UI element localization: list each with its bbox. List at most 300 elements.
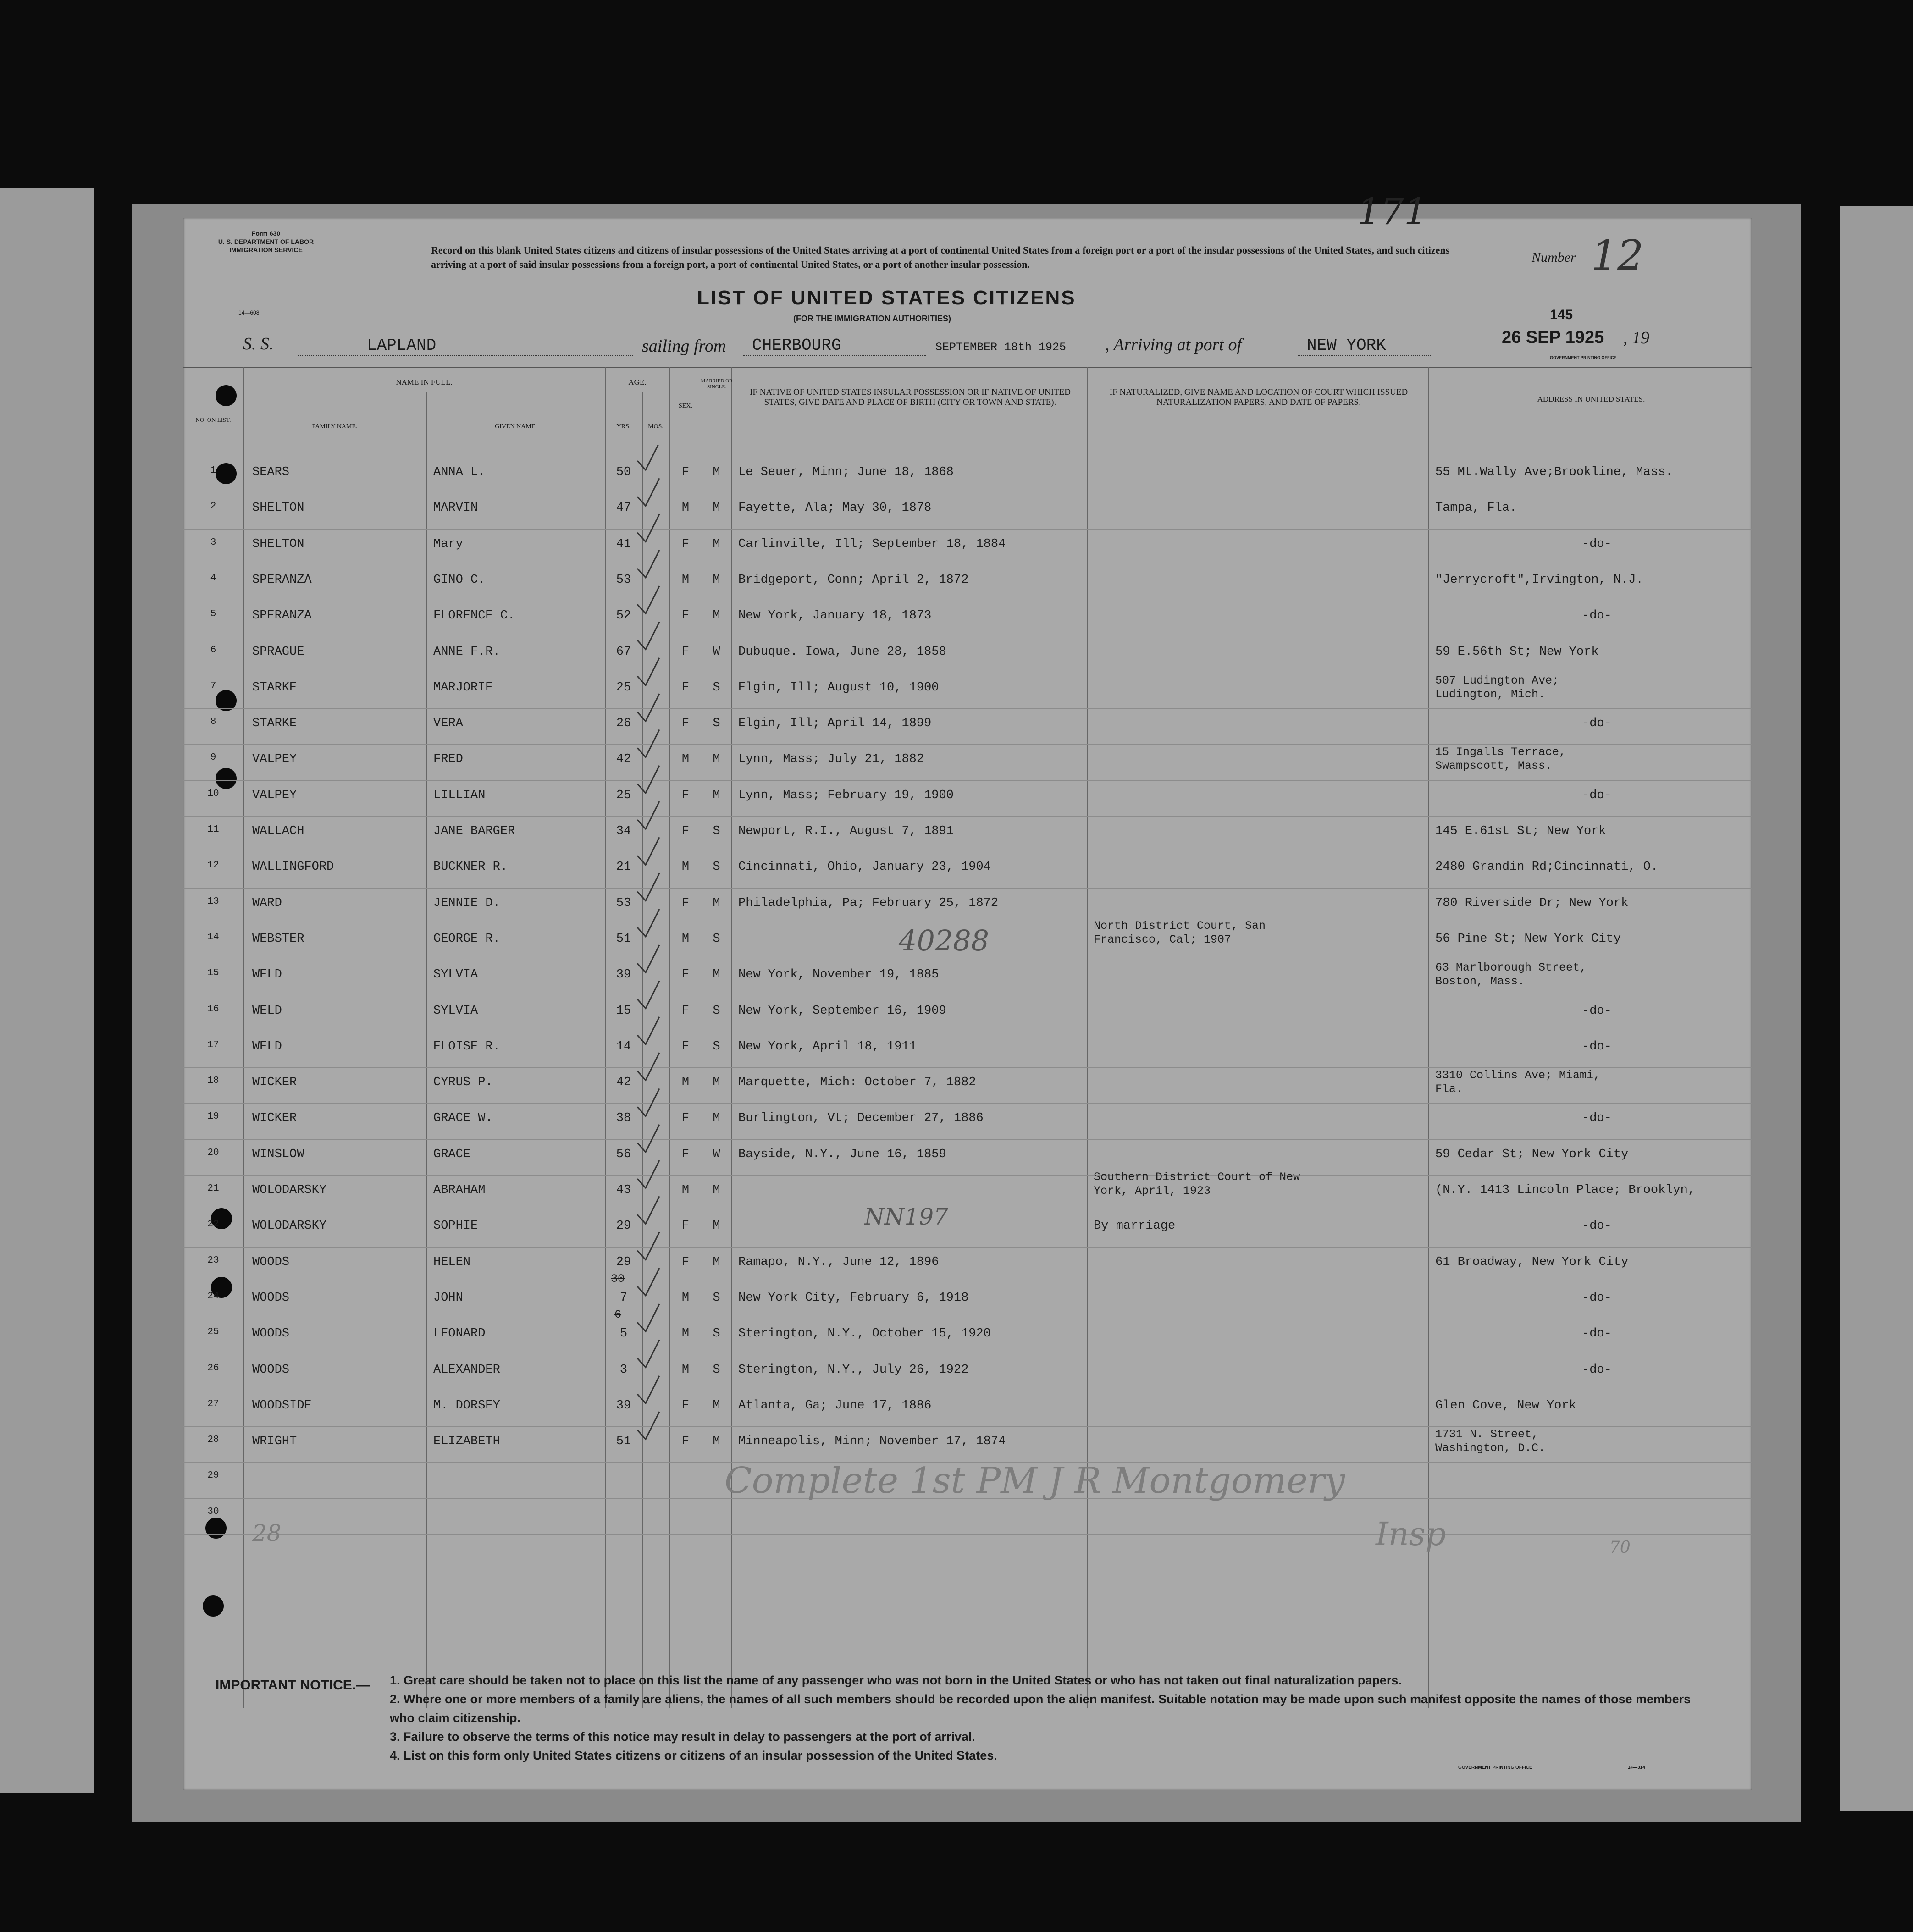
cell-birth: Ramapo, N.Y., June 12, 1896 [738,1255,939,1269]
handwritten-mark: NN197 [864,1203,948,1230]
cell-given: VERA [433,717,463,731]
struck-age: 6 [614,1308,622,1321]
cell-birth: Dubuque. Iowa, June 28, 1858 [738,645,946,659]
cell-family: WOODS [252,1363,290,1377]
arrival-date-stamp: 26 SEP 1925 [1502,328,1604,347]
cell-n: 11 [207,824,219,835]
cell-given: JENNIE D. [433,896,500,910]
cell-given: LILLIAN [433,788,486,802]
row-rule [183,1103,1752,1104]
cell-n: 6 [210,645,216,656]
printing-office: GOVERNMENT PRINTING OFFICE [1458,1765,1532,1770]
cell-n: 17 [207,1039,219,1050]
notice-item: 1. Great care should be taken not to place on this list the name of any passenger who was not born in the United States or who has not taken out final naturalization papers. [390,1673,1402,1687]
checkmark [637,1232,659,1260]
cell-given: ELOISE R. [433,1039,500,1054]
cell-addr: -do- [1582,1004,1612,1018]
checkmark [637,445,659,470]
handwritten-number: 40288 [899,924,990,957]
cell-given: BUCKNER R. [433,860,508,874]
header-years: YRS. [616,423,631,430]
cell-given: GINO C. [433,573,486,587]
cell-sex: F [681,788,690,802]
cell-ms: S [713,1291,720,1305]
cell-n: 10 [207,788,219,799]
cell-addr: 145 E.61st St; New York [1435,824,1606,838]
cell-family: WARD [252,896,282,910]
cell-sex: M [681,501,690,515]
cell-addr: 56 Pine St; New York City [1435,932,1621,946]
cell-ms: M [713,537,720,551]
cell-family: WOODS [252,1255,290,1269]
cell-sex: F [681,1435,690,1449]
department-name: U. S. DEPARTMENT OF LABOR [218,238,314,245]
cell-ms: M [713,1255,720,1269]
checkmark [637,1196,659,1224]
cell-n: 13 [207,896,219,907]
cell-age: 47 [616,501,631,515]
service-name: IMMIGRATION SERVICE [229,246,303,254]
cell-n: 8 [210,717,216,728]
cell-age: 21 [616,860,631,874]
cell-birth: Lynn, Mass; February 19, 1900 [738,788,954,802]
arriving-label: , Arriving at port of [1105,335,1242,354]
cell-given: MARJORIE [433,680,493,695]
cell-n: 15 [207,968,219,979]
cell-n: 25 [207,1327,219,1338]
row-rule [183,780,1752,781]
header-naturalized: IF NATURALIZED, GIVE NAME AND LOCATION OF COURT WHICH ISSUED NATURALIZATION PAPERS, AND DATE OF PAPERS. [1109,387,1408,407]
cell-addr: -do- [1582,1219,1612,1233]
checkmarks [605,445,743,1683]
cell-age: 3 [619,1363,628,1377]
ss-label: S. S. [243,334,274,353]
passenger-table [183,218,1752,1790]
checkmark [637,1053,659,1080]
checkmark [637,586,659,613]
cell-addr: -do- [1582,609,1612,623]
row-rule [183,529,1752,530]
cell-sex: M [681,1291,690,1305]
port-from: CHERBOURG [743,336,926,356]
checkmark [637,1017,659,1044]
cell-birth: Bayside, N.Y., June 16, 1859 [738,1147,946,1161]
stamp-number: 145 [1550,307,1573,322]
cell-age: 52 [616,609,631,623]
checkmark [637,1125,659,1152]
cell-sex: M [681,932,690,946]
cell-ms: M [713,1183,720,1197]
handwritten-count: 28 [252,1520,282,1546]
cell-family: SPERANZA [252,573,312,587]
page-subtitle: (FOR THE IMMIGRATION AUTHORITIES) [793,314,951,323]
cell-age: 41 [616,537,631,551]
cell-n: 2 [210,501,216,512]
cell-addr: 15 Ingalls Terrace, Swampscott, Mass. [1435,745,1566,773]
cell-birth: Carlinville, Ill; September 18, 1884 [738,537,1006,551]
cell-n: 5 [210,609,216,620]
cell-sex: F [681,1039,690,1054]
cell-family: WOLODARSKY [252,1183,327,1197]
cell-age: 7 [619,1291,628,1305]
cell-n: 23 [207,1255,219,1266]
cell-n: 29 [207,1470,219,1481]
cell-given: ANNE F.R. [433,645,500,659]
cell-given: ABRAHAM [433,1183,486,1197]
checkmark [637,873,659,901]
checkmark [637,1412,659,1439]
header-sex: SEX. [679,403,692,409]
cell-ms: M [713,1398,720,1413]
cell-addr: 3310 Collins Ave; Miami, Fla. [1435,1069,1601,1096]
checkmark [637,1160,659,1188]
cell-ms: S [713,860,720,874]
cell-birth: Cincinnati, Ohio, January 23, 1904 [738,860,991,874]
cell-age: 14 [616,1039,631,1054]
cell-addr: 55 Mt.Wally Ave;Brookline, Mass. [1435,465,1673,479]
cell-birth: Sterington, N.Y., July 26, 1922 [738,1363,969,1377]
cell-given: GEORGE R. [433,932,500,946]
cell-family: WELD [252,1004,282,1018]
row-rule [183,1139,1752,1140]
cell-birth: Minneapolis, Minn; November 17, 1874 [738,1435,1006,1449]
notice-label: IMPORTANT NOTICE.— [216,1678,370,1693]
cell-n: 22 [207,1219,219,1230]
cell-birth: Burlington, Vt; December 27, 1886 [738,1111,984,1126]
notice-list [390,1671,1710,1765]
cell-family: VALPEY [252,788,297,802]
cell-n: 9 [210,752,216,763]
cell-given: ALEXANDER [433,1363,500,1377]
cell-n: 28 [207,1435,219,1446]
cell-addr: -do- [1582,1291,1612,1305]
cell-ms: M [713,1219,720,1233]
page-mark: 171 [1357,190,1427,233]
cell-sex: F [681,537,690,551]
adjacent-page-right [1840,206,1913,1811]
cell-addr: 61 Broadway, New York City [1435,1255,1629,1269]
cell-n: 30 [207,1506,219,1517]
checkmark [637,550,659,578]
cell-age: 53 [616,896,631,910]
cell-given: CYRUS P. [433,1076,493,1090]
list-number: 12 [1591,232,1644,280]
cell-family: WELD [252,1039,282,1054]
cell-sex: F [681,896,690,910]
cell-birth: Fayette, Ala; May 30, 1878 [738,501,932,515]
manifest-sheet [183,190,1752,1790]
cell-age: 39 [616,968,631,982]
cell-sex: F [681,645,690,659]
cell-sex: F [681,1004,690,1018]
checkmark [637,694,659,721]
cell-age: 67 [616,645,631,659]
cell-addr: -do- [1582,537,1612,551]
cell-sex: F [681,1111,690,1126]
checkmark [637,945,659,972]
stamp-office: GOVERNMENT PRINTING OFFICE [1550,355,1617,360]
cell-family: STARKE [252,680,297,695]
cell-addr: -do- [1582,1039,1612,1054]
form-number: Form 630 [251,230,281,237]
cell-given: JOHN [433,1291,463,1305]
page-title: LIST OF UNITED STATES CITIZENS [697,287,1076,309]
cell-ms: M [713,788,720,802]
checkmark [637,658,659,685]
cell-age: 56 [616,1147,631,1161]
cell-addr: -do- [1582,1363,1612,1377]
checkmark [637,514,659,542]
inspector-title: Insp [1376,1515,1446,1553]
cell-age: 42 [616,752,631,767]
cell-family: WINSLOW [252,1147,304,1161]
cell-age: 26 [616,717,631,731]
cell-ms: W [713,645,720,659]
cell-sex: F [681,465,690,479]
cell-addr: 1731 N. Street, Washington, D.C. [1435,1428,1546,1455]
cell-birth: New York, September 16, 1909 [738,1004,946,1018]
checkmark [637,1376,659,1403]
cell-addr: Tampa, Fla. [1435,501,1517,515]
cell-family: WALLACH [252,824,304,838]
year-label: , 19 [1623,328,1649,348]
checkmark [637,981,659,1009]
row-rule [183,1534,1752,1535]
row-rule [183,708,1752,709]
cell-birth: New York, January 18, 1873 [738,609,932,623]
cell-addr: 59 E.56th St; New York [1435,645,1599,659]
cell-n: 26 [207,1363,219,1374]
cell-sex: F [681,968,690,982]
cell-n: 20 [207,1147,219,1158]
cell-sex: M [681,1076,690,1090]
cell-n: 1 [210,465,216,476]
cell-ms: S [713,1004,720,1018]
cell-ms: M [713,968,720,982]
cell-addr: Glen Cove, New York [1435,1398,1576,1413]
cell-sex: F [681,1398,690,1413]
cell-ms: M [713,896,720,910]
cell-birth: Atlanta, Ga; June 17, 1886 [738,1398,932,1413]
checkmark [637,622,659,650]
notice-item: 4. List on this form only United States citizens or citizens of an insular possession of the United States. [390,1749,997,1762]
cell-ms: M [713,1076,720,1090]
header-no-on-list: NO. ON LIST. [195,416,231,423]
cell-addr: -do- [1582,1327,1612,1341]
cell-nat: Southern District Court of New York, April, 1923 [1094,1170,1300,1198]
ship-name: LAPLAND [298,336,633,356]
cell-addr: 2480 Grandin Rd;Cincinnati, O. [1435,860,1659,874]
cell-family: SHELTON [252,501,304,515]
port-to: NEW YORK [1298,336,1431,356]
cell-given: GRACE W. [433,1111,493,1126]
header-given-name: GIVEN NAME. [495,423,537,430]
row-rule [183,744,1752,745]
cell-birth: New York, April 18, 1911 [738,1039,917,1054]
header-married-single: MARRIED OR SINGLE. [701,378,733,390]
cell-n: 12 [207,860,219,871]
cell-n: 14 [207,932,219,943]
cell-birth: Marquette, Mich: October 7, 1882 [738,1076,976,1090]
cell-sex: M [681,1327,690,1341]
cell-given: FLORENCE C. [433,609,515,623]
cell-ms: S [713,717,720,731]
checkmark [637,1268,659,1296]
handwritten-note: 70 [1609,1538,1631,1557]
cell-birth: Lynn, Mass; July 21, 1882 [738,752,924,767]
cell-given: MARVIN [433,501,478,515]
cell-given: JANE BARGER [433,824,515,838]
cell-addr: 507 Ludington Ave; Ludington, Mich. [1435,673,1559,701]
cell-addr: "Jerrycroft",Irvington, N.J. [1435,573,1643,587]
cell-given: Mary [433,537,463,551]
header-native-birth: IF NATIVE OF UNITED STATES INSULAR POSSESSION OR IF NATIVE OF UNITED STATES, GIVE DATE AND PLACE OF BIRTH (CITY OR TOWN AND STATE). [750,387,1071,407]
form-code-bottom: 14—314 [1628,1765,1645,1770]
header-family-name: FAMILY NAME. [312,423,358,430]
cell-age: 53 [616,573,631,587]
cell-addr: 63 Marlborough Street, Boston, Mass. [1435,961,1587,988]
cell-age: 39 [616,1398,631,1413]
checkmark [637,1340,659,1368]
cell-birth: Elgin, Ill; April 14, 1899 [738,717,932,731]
cell-given: ELIZABETH [433,1435,500,1449]
cell-ms: M [713,501,720,515]
cell-birth: Philadelphia, Pa; February 25, 1872 [738,896,999,910]
cell-addr: -do- [1582,717,1612,731]
cell-ms: S [713,824,720,838]
cell-family: WALLINGFORD [252,860,334,874]
cell-family: WICKER [252,1111,297,1126]
cell-ms: M [713,573,720,587]
cell-ms: S [713,680,720,695]
cell-family: SPERANZA [252,609,312,623]
cell-family: WEBSTER [252,932,304,946]
cell-age: 34 [616,824,631,838]
cell-age: 5 [619,1327,628,1341]
checkmark [637,837,659,865]
cell-addr: (N.Y. 1413 Lincoln Place; Brooklyn, [1435,1183,1696,1197]
notice-item: 2. Where one or more members of a family are aliens, the names of all such members should be recorded upon the alien manifest. Suitable notation may be made upon such manifest opposite the names of those members who claim citizenship. [390,1692,1691,1725]
cell-ms: S [713,932,720,946]
checkmark [637,766,659,793]
cell-ms: M [713,609,720,623]
row-rule [183,888,1752,889]
cell-family: WOODS [252,1327,290,1341]
checkmark [637,801,659,829]
cell-given: ANNA L. [433,465,486,479]
inspector-signature: Complete 1st PM J R Montgomery [724,1460,1345,1501]
form-code: 14—608 [238,309,260,316]
form-instructions: Record on this blank United States citizens and citizens of insular possessions of the United States arriving at a port of continental United States from a foreign port or a port of the insular possessions of the United States, and such citizens arriving at a port of said insular possessions from a foreign port, a port of continental United States, or a port of another insular possession. [431,244,1450,270]
cell-given: SOPHIE [433,1219,478,1233]
sailing-date: SEPTEMBER 18th 1925 [935,341,1067,354]
cell-family: VALPEY [252,752,297,767]
cell-age: 42 [616,1076,631,1090]
cell-n: 16 [207,1004,219,1015]
cell-addr: 780 Riverside Dr; New York [1435,896,1629,910]
row-rule [183,1175,1752,1176]
cell-n: 4 [210,573,216,584]
cell-given: FRED [433,752,463,767]
cell-sex: F [681,609,690,623]
cell-ms: S [713,1327,720,1341]
cell-age: 29 [616,1219,631,1233]
cell-family: WELD [252,968,282,982]
cell-family: STARKE [252,717,297,731]
sailing-label: sailing from [642,337,726,356]
struck-age: 30 [611,1272,625,1286]
cell-n: 7 [210,680,216,691]
header-name-in-full: NAME IN FULL. [396,378,453,386]
cell-family: WRIGHT [252,1435,297,1449]
checkmark [637,1088,659,1116]
cell-birth: New York City, February 6, 1918 [738,1291,969,1305]
cell-age: 25 [616,788,631,802]
cell-sex: F [681,1219,690,1233]
cell-age: 38 [616,1111,631,1126]
cell-age: 25 [616,680,631,695]
row-rule [183,1426,1752,1427]
cell-sex: F [681,1255,690,1269]
cell-family: WOODSIDE [252,1398,312,1413]
header-months: MOS. [648,423,663,430]
checkmark [637,478,659,506]
cell-family: SEARS [252,465,290,479]
cell-family: WICKER [252,1076,297,1090]
header-age: AGE. [628,378,647,386]
cell-given: SYLVIA [433,968,478,982]
header-address: ADDRESS IN UNITED STATES. [1537,395,1645,403]
cell-birth: Elgin, Ill; August 10, 1900 [738,680,939,695]
cell-ms: S [713,1039,720,1054]
cell-ms: M [713,1435,720,1449]
cell-sex: M [681,860,690,874]
cell-n: 21 [207,1183,219,1194]
cell-age: 43 [616,1183,631,1197]
cell-family: SHELTON [252,537,304,551]
cell-n: 27 [207,1398,219,1409]
cell-given: M. DORSEY [433,1398,500,1413]
checkmark [637,909,659,937]
cell-given: GRACE [433,1147,471,1161]
notice-item: 3. Failure to observe the terms of this notice may result in delay to passengers at the port of arrival. [390,1730,975,1744]
cell-given: HELEN [433,1255,471,1269]
cell-birth: Sterington, N.Y., October 15, 1920 [738,1327,991,1341]
cell-sex: M [681,1183,690,1197]
cell-age: 15 [616,1004,631,1018]
cell-addr: 59 Cedar St; New York City [1435,1147,1629,1161]
checkmark [637,1304,659,1331]
cell-ms: M [713,465,720,479]
row-rule [183,816,1752,817]
cell-sex: F [681,680,690,695]
cell-sex: F [681,717,690,731]
row-rule [183,1247,1752,1248]
cell-birth: Newport, R.I., August 7, 1891 [738,824,954,838]
cell-nat: North District Court, San Francisco, Cal; 1907 [1094,919,1266,946]
number-label: Number [1532,250,1576,265]
cell-n: 19 [207,1111,219,1122]
cell-age: 51 [616,1435,631,1449]
cell-given: LEONARD [433,1327,486,1341]
cell-addr: -do- [1582,1111,1612,1126]
cell-age: 51 [616,932,631,946]
cell-sex: F [681,824,690,838]
cell-ms: S [713,1363,720,1377]
cell-given: SYLVIA [433,1004,478,1018]
cell-birth: Bridgeport, Conn; April 2, 1872 [738,573,969,587]
cell-family: SPRAGUE [252,645,304,659]
